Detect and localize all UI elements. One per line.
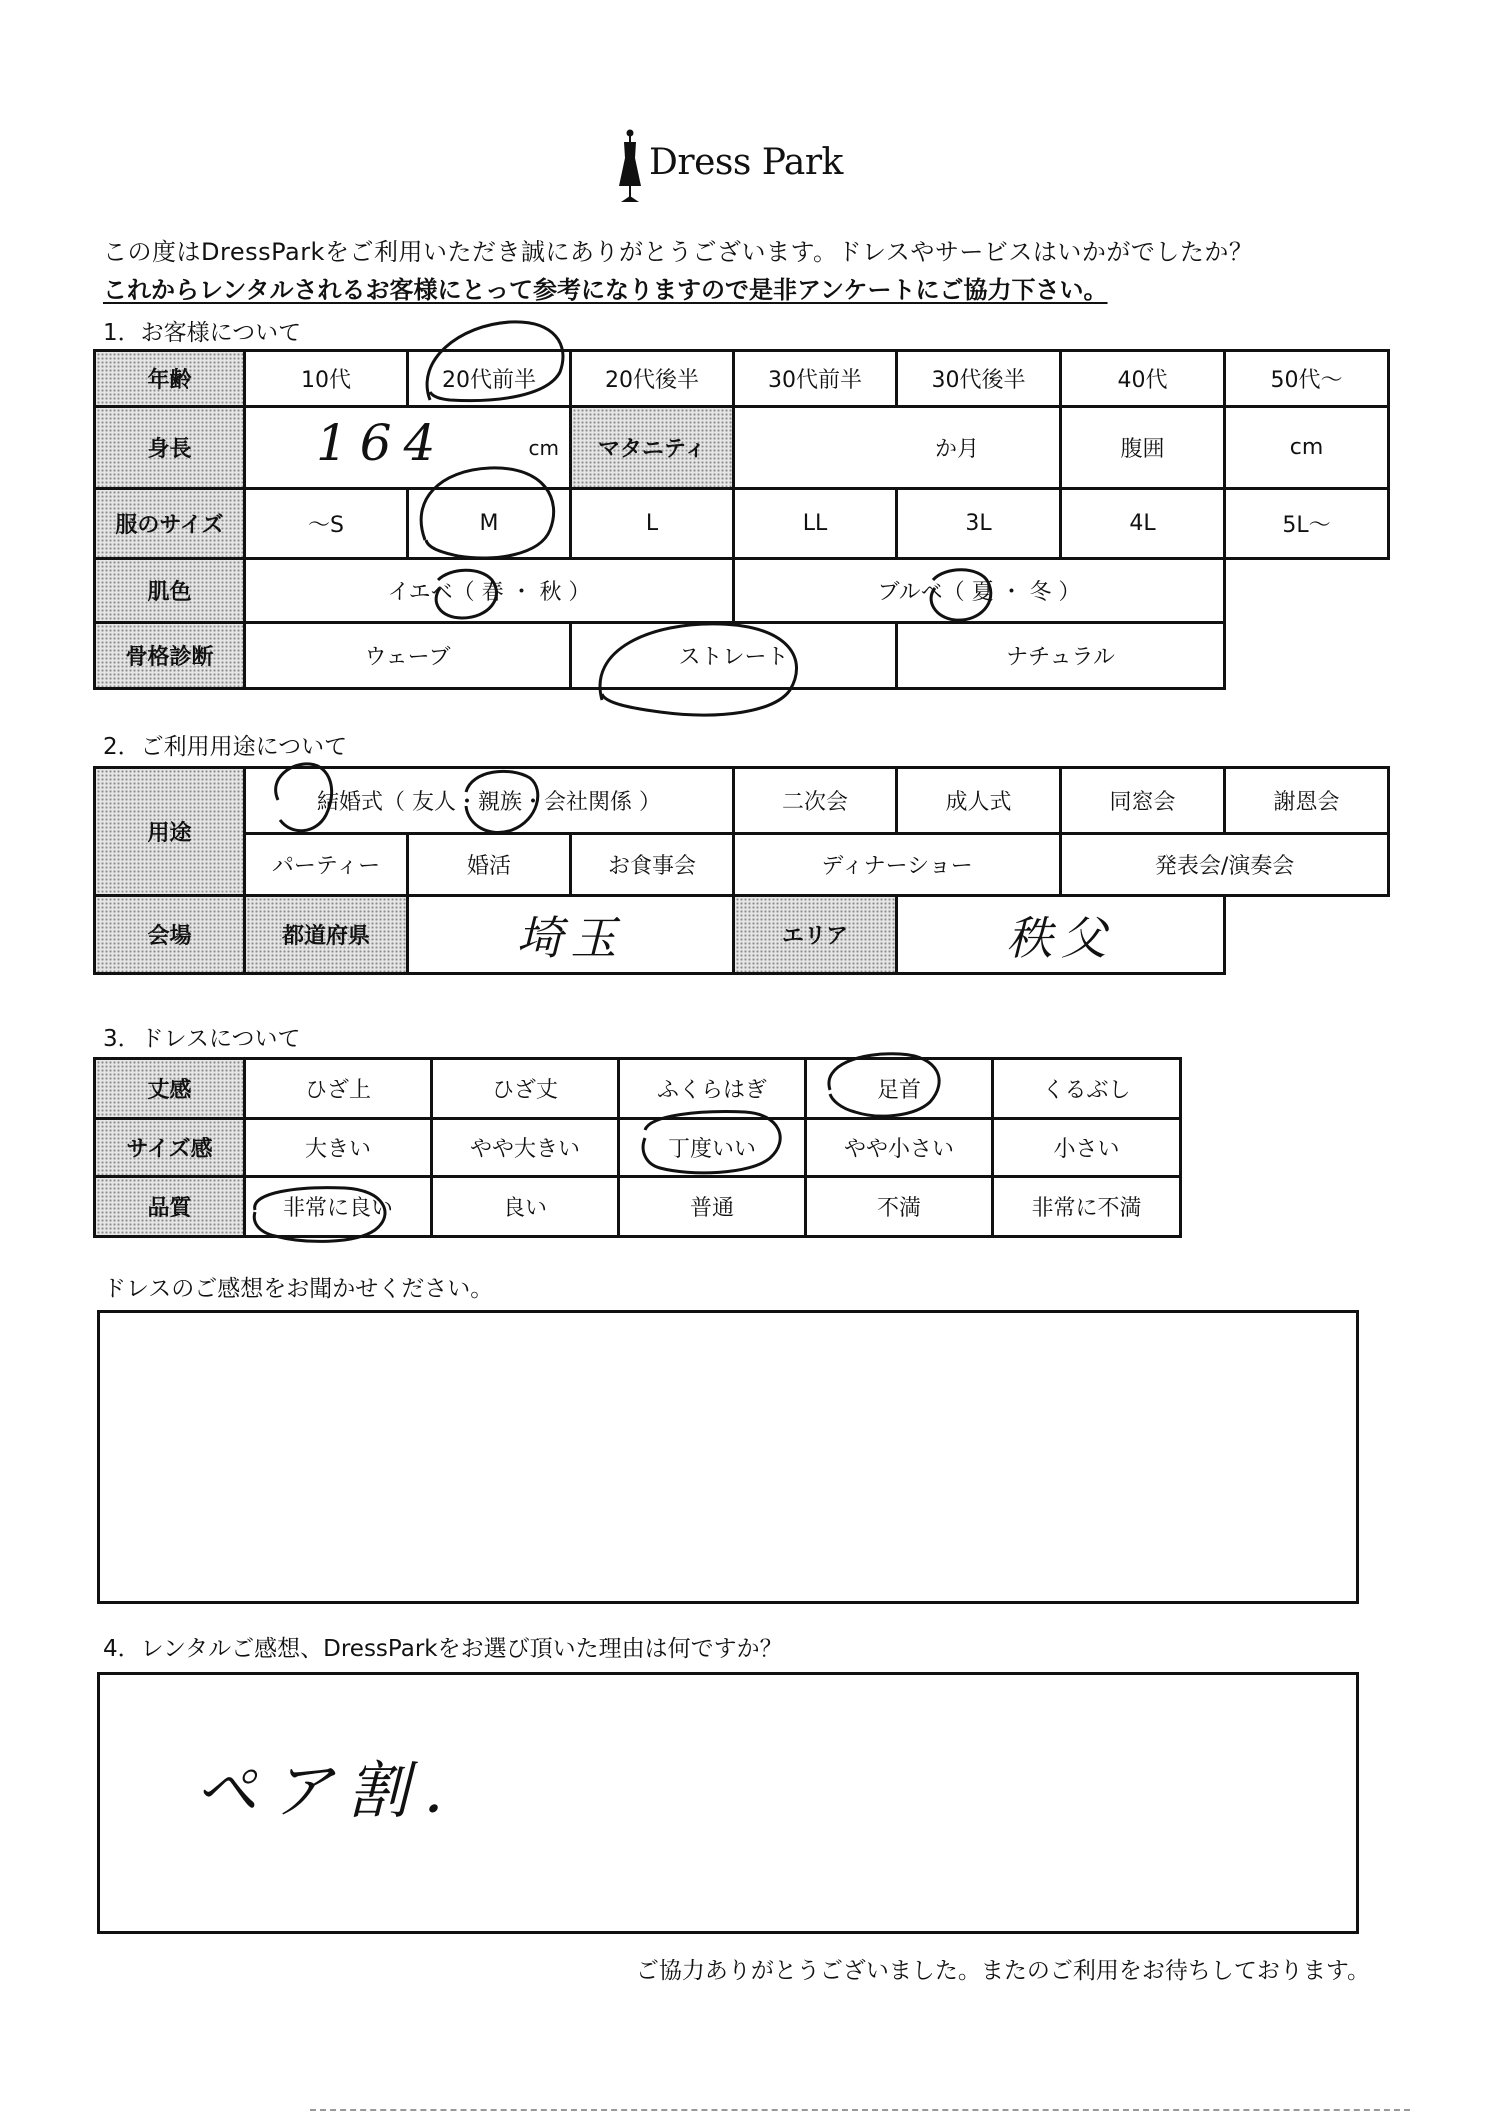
skin-label: 肌色: [95, 559, 245, 623]
frame-option[interactable]: ナチュラル: [897, 623, 1225, 689]
size-option[interactable]: 5L～: [1225, 489, 1389, 559]
skin-yellow-option[interactable]: イエベ（ 春 ・ 秋 ）: [245, 559, 734, 623]
fit-label: サイズ感: [95, 1119, 245, 1177]
area-value: 秩父: [1006, 910, 1115, 965]
purpose-option[interactable]: 同窓会: [1061, 768, 1225, 834]
section1-title: 1．お客様について: [103, 320, 302, 346]
quality-option[interactable]: 非常に良い: [245, 1177, 432, 1237]
venue-label: 会場: [95, 896, 245, 974]
intro-line-1: この度はDressParkをご利用いただき誠にありがとうございます。ドレスやサービスはいかがでしたか？: [103, 238, 1254, 266]
height-unit: cm: [528, 436, 559, 460]
purpose-option[interactable]: 成人式: [897, 768, 1061, 834]
reason-answer-value: ペア割．: [195, 1754, 500, 1827]
area-field[interactable]: [897, 896, 1225, 974]
maternity-months-field[interactable]: [734, 407, 1061, 489]
customer-table: [93, 349, 1390, 690]
fit-option[interactable]: 小さい: [993, 1119, 1181, 1177]
reason-answer-box[interactable]: [97, 1672, 1359, 1934]
height-value: 164: [316, 414, 448, 472]
prefecture-value: 埼玉: [516, 910, 625, 965]
fit-option[interactable]: 大きい: [245, 1119, 432, 1177]
purpose-label: 用途: [95, 768, 245, 896]
length-option[interactable]: 足首: [806, 1059, 993, 1119]
frame-label: 骨格診断: [95, 623, 245, 689]
quality-option[interactable]: 非常に不満: [993, 1177, 1181, 1237]
skin-blue-option[interactable]: ブルベ（ 夏 ・ 冬 ）: [734, 559, 1225, 623]
prefecture-field[interactable]: [408, 896, 734, 974]
quality-label: 品質: [95, 1177, 245, 1237]
dress-mannequin-icon: [615, 128, 645, 206]
dress-comment-prompt: ドレスのご感想をお聞かせください。: [103, 1276, 494, 1302]
size-label: 服のサイズ: [95, 489, 245, 559]
quality-option[interactable]: 普通: [619, 1177, 806, 1237]
purpose-table: [93, 766, 1390, 975]
waist-field[interactable]: [1225, 407, 1389, 489]
brand-name: Dress Park: [649, 142, 843, 183]
height-field[interactable]: [245, 407, 571, 489]
intro-line-2: これからレンタルされるお客様にとって参考になりますので是非アンケートにご協力下さい。: [103, 276, 1108, 304]
age-option[interactable]: 20代前半: [408, 351, 571, 407]
size-option[interactable]: L: [571, 489, 734, 559]
months-unit: か月: [934, 437, 979, 462]
length-option[interactable]: ふくらはぎ: [619, 1059, 806, 1119]
fit-option[interactable]: 丁度いい: [619, 1119, 806, 1177]
purpose-option[interactable]: ディナーショー: [734, 834, 1061, 896]
quality-option[interactable]: 不満: [806, 1177, 993, 1237]
length-label: 丈感: [95, 1059, 245, 1119]
dresspark-logo: [615, 128, 855, 208]
age-option[interactable]: 10代: [245, 351, 408, 407]
length-option[interactable]: くるぶし: [993, 1059, 1181, 1119]
prefecture-label: 都道府県: [245, 896, 408, 974]
frame-option[interactable]: ウェーブ: [245, 623, 571, 689]
length-option[interactable]: ひざ上: [245, 1059, 432, 1119]
dress-comment-box[interactable]: [97, 1310, 1359, 1604]
purpose-option[interactable]: パーティー: [245, 834, 408, 896]
purpose-option[interactable]: 発表会/演奏会: [1061, 834, 1389, 896]
waist-label: 腹囲: [1061, 407, 1225, 489]
closing-message: ご協力ありがとうございました。またのご利用をお待ちしております。: [635, 1958, 1370, 1984]
blank-cell: [1225, 559, 1389, 623]
size-option[interactable]: M: [408, 489, 571, 559]
purpose-option[interactable]: お食事会: [571, 834, 734, 896]
section3-title: 3．ドレスについて: [103, 1026, 301, 1052]
section2-title: 2．ご利用用途について: [103, 734, 348, 760]
purpose-option[interactable]: 婚活: [408, 834, 571, 896]
area-label: エリア: [734, 896, 897, 974]
purpose-option[interactable]: 結婚式（ 友人・親族・会社関係 ）: [245, 768, 734, 834]
frame-option[interactable]: ストレート: [571, 623, 897, 689]
purpose-option[interactable]: 二次会: [734, 768, 897, 834]
size-option[interactable]: ～S: [245, 489, 408, 559]
quality-option[interactable]: 良い: [432, 1177, 619, 1237]
fit-option[interactable]: やや小さい: [806, 1119, 993, 1177]
age-option[interactable]: 50代～: [1225, 351, 1389, 407]
size-option[interactable]: 4L: [1061, 489, 1225, 559]
blank-cell: [1225, 623, 1389, 689]
footer-divider: [310, 2109, 1410, 2111]
dress-table: [93, 1057, 1182, 1238]
age-label: 年齢: [95, 351, 245, 407]
size-option[interactable]: LL: [734, 489, 897, 559]
age-option[interactable]: 30代前半: [734, 351, 897, 407]
waist-unit: cm: [1289, 435, 1324, 460]
fit-option[interactable]: やや大きい: [432, 1119, 619, 1177]
blank-cell: [1225, 896, 1389, 974]
age-option[interactable]: 40代: [1061, 351, 1225, 407]
age-option[interactable]: 20代後半: [571, 351, 734, 407]
purpose-option[interactable]: 謝恩会: [1225, 768, 1389, 834]
length-option[interactable]: ひざ丈: [432, 1059, 619, 1119]
size-option[interactable]: 3L: [897, 489, 1061, 559]
height-label: 身長: [95, 407, 245, 489]
age-option[interactable]: 30代後半: [897, 351, 1061, 407]
maternity-label: マタニティ: [571, 407, 734, 489]
section4-title: 4．レンタルご感想、DressParkをお選び頂いた理由は何ですか？: [103, 1636, 783, 1662]
